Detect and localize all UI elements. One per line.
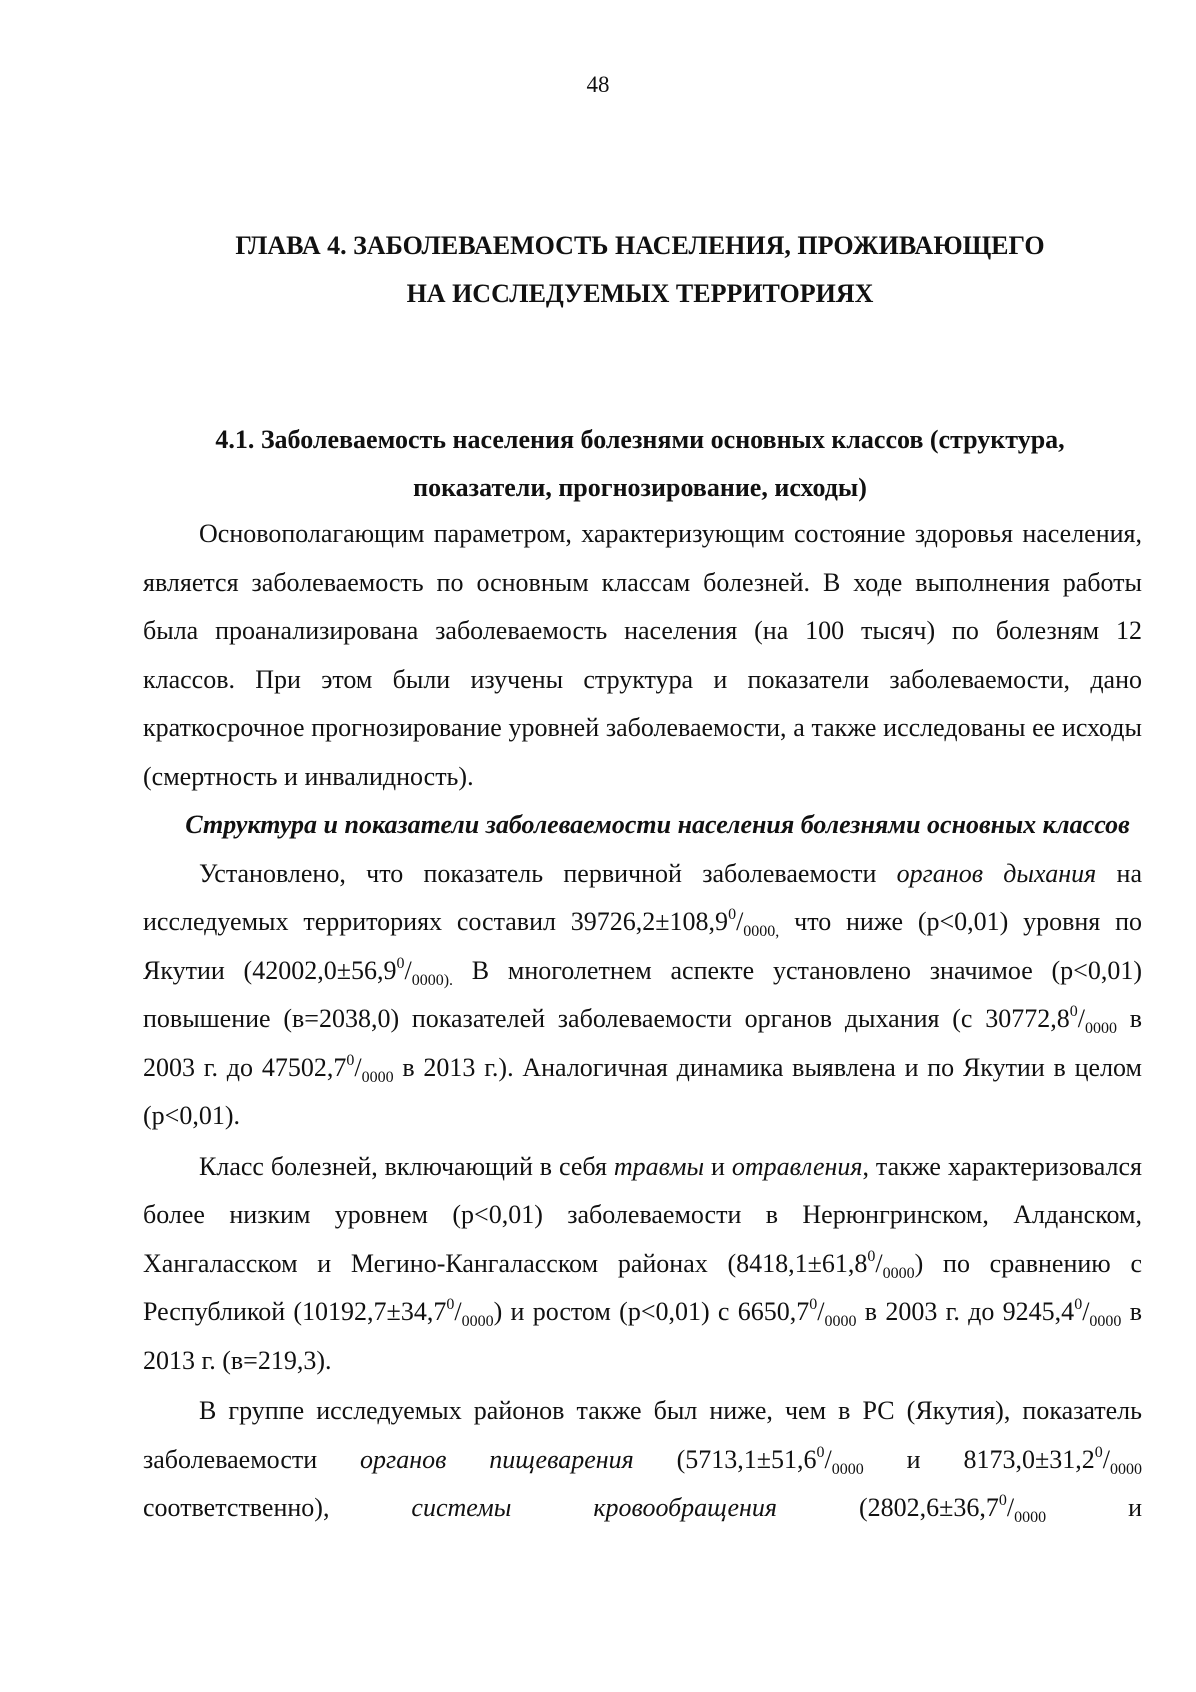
section-title — [140, 416, 1140, 512]
paragraph-injuries — [143, 1143, 1142, 1386]
subscript: 0000 — [461, 1313, 494, 1331]
subscript: 0000 — [831, 1460, 864, 1478]
superscript: 0 — [867, 1247, 876, 1265]
text-run: в 2013 г. (в=219,3). — [143, 1297, 1142, 1375]
slash: / — [824, 1444, 832, 1474]
superscript: 0 — [346, 1051, 355, 1069]
section-title-line1: 4.1. Заболеваемость населения болезнями основных классов (структура, — [215, 425, 1065, 454]
superscript: 0 — [998, 1492, 1007, 1510]
superscript: 0 — [816, 1443, 825, 1461]
slash: / — [1082, 1297, 1090, 1326]
section-title-line2: показатели, прогнозирование, исходы) — [413, 473, 867, 502]
subscript: 0000 — [1110, 1460, 1142, 1478]
paragraph-digestive — [143, 1387, 1142, 1533]
subscript: 0000, — [743, 923, 780, 941]
text-run: ) и ростом (р<0,01) с 6650,7 — [493, 1297, 810, 1326]
text-run: соответственно), — [143, 1493, 412, 1522]
subscript: 0000). — [411, 971, 454, 989]
slash: / — [1006, 1493, 1015, 1522]
text-run: на исследуемых территориях составил 39726,2±108,9 — [143, 858, 1142, 936]
slash: / — [354, 1052, 362, 1082]
subscript: 0000 — [1084, 1020, 1117, 1038]
subscript: 0000 — [824, 1313, 857, 1331]
italic-term: системы кровообращения — [411, 1493, 777, 1522]
italic-term: травмы — [613, 1151, 705, 1181]
subscript: 0000 — [1014, 1509, 1047, 1527]
text-run: В многолетнем аспекте установлено значимое (р<0,01) повышение (в=2038,0) показателей заболеваемости органов дыхания (с 30772,8 — [143, 955, 1142, 1033]
text-run: в 2013 г.). Аналогичная динамика выявлена и по Якутии в целом (р<0,01). — [143, 1052, 1142, 1130]
intro-paragraph: Основополагающим параметром, характеризующим состояние здоровья населения, является заболеваемость по основным классам болезней. В ходе выполнения работы была проанализирована заболеваемость населения (на 100 тысяч) по болезням 12 классов. При этом были изучены структура и показатели заболеваемости, дано краткосрочное прогнозирование уровней заболеваемости, а также исследованы ее исходы (смертность и инвалидность). — [143, 519, 1142, 791]
text-run: ) по сравнению с Республикой (10192,7±34,7 — [143, 1248, 1142, 1326]
superscript: 0 — [396, 954, 405, 972]
chapter-title — [140, 222, 1140, 318]
slash: / — [736, 907, 744, 936]
text-run: что ниже (р<0,01) уровня по Якутии (42002,0±56,9 — [143, 907, 1142, 985]
text-run: в 2003 г. до 47502,7 — [143, 1004, 1143, 1082]
subheading: Структура и показатели заболеваемости населения болезнями основных классов — [185, 810, 1130, 839]
slash: / — [817, 1297, 825, 1326]
subscript: 0000 — [1089, 1313, 1122, 1331]
superscript: 0 — [809, 1296, 818, 1314]
text-run: и 8173,0±31,2 — [863, 1444, 1095, 1474]
italic-term: органов пищеварения — [360, 1444, 634, 1474]
slash: / — [875, 1248, 883, 1278]
chapter-title-line1: ГЛАВА 4. ЗАБОЛЕВАЕМОСТЬ НАСЕЛЕНИЯ, ПРОЖИВАЮЩЕГО — [235, 231, 1045, 260]
slash: / — [1077, 1004, 1085, 1033]
page-number: 48 — [586, 72, 610, 97]
subscript: 0000 — [882, 1264, 915, 1282]
text-run: и — [704, 1151, 732, 1181]
chapter-title-line2: НА ИССЛЕДУЕМЫХ ТЕРРИТОРИЯХ — [406, 279, 874, 308]
superscript: 0 — [1069, 1003, 1078, 1021]
text-run: Установлено, что показатель первичной заболеваемости — [199, 858, 897, 888]
text-run: и — [1046, 1493, 1142, 1522]
text-run: в 2003 г. до 9245,4 — [856, 1297, 1075, 1326]
text-run: (5713,1±51,6 — [633, 1444, 817, 1474]
text-run: (2802,6±36,7 — [776, 1493, 999, 1522]
superscript: 0 — [728, 906, 737, 924]
text-run: В группе исследуемых районов также был ниже, чем в РС (Якутия), показатель заболеваемости — [143, 1396, 1142, 1474]
superscript: 0 — [446, 1296, 455, 1314]
slash: / — [404, 955, 412, 985]
italic-term: отравления — [731, 1151, 863, 1181]
italic-term: органов дыхания — [896, 858, 1097, 888]
paragraph-respiratory — [143, 850, 1142, 1141]
slash: / — [454, 1297, 462, 1326]
superscript: 0 — [1094, 1443, 1103, 1461]
slash: / — [1102, 1444, 1110, 1474]
text-run: , также характеризовался более низким уровнем (р<0,01) заболеваемости в Нерюнгринском, Алданском, Хангаласском и Мегино-Кангаласском районах (8418,1±61,8 — [143, 1151, 1142, 1278]
text-run: Класс болезней, включающий в себя — [199, 1151, 614, 1181]
body-text — [143, 510, 1142, 1533]
superscript: 0 — [1074, 1296, 1083, 1314]
subscript: 0000 — [361, 1068, 394, 1086]
